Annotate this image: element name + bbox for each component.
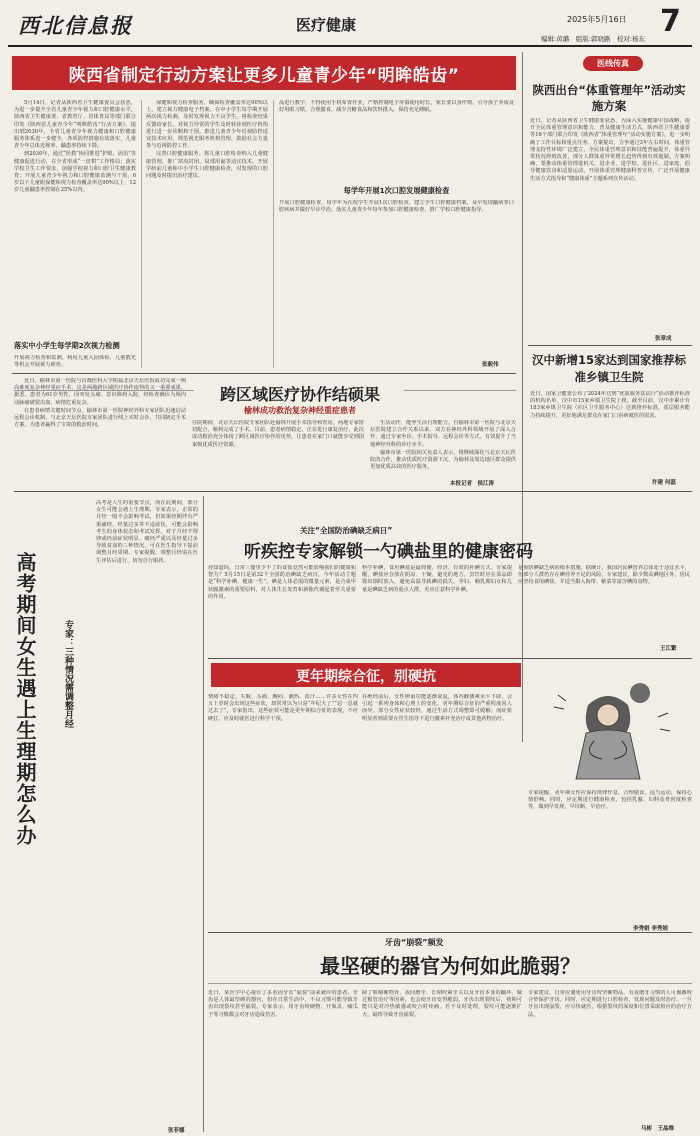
masthead [0, 0, 700, 45]
a1-col1c: 开展视力检查和监测。利用儿童入园体检、儿童散光等机会开展视力筛查。 [14, 355, 136, 369]
editor-credits: 编辑:黄璐 组版:郭晓路 校对:杨东 [541, 35, 646, 43]
a6-heading: 更年期综合征，别硬抗 [296, 669, 436, 685]
a6-col3: 专家提醒，更年期女性应保持规律作息，合理膳食，适当运动，保持心情舒畅。同时，应定期进行健康检查，包括乳腺、妇科及骨密度检查等，做到早发现、早诊断、早治疗。 [528, 790, 692, 811]
a4-heading: 跨区域医疗协作结硕果 [219, 385, 380, 404]
a4-col3-p1: 生活动作，能坐生活自理能力。自榆林市第一医院与北京天坛医院建立合作关系以来，双方在神经外科领域开展了深入合作，通过专家坐诊、手术指导、远程会诊等方式，有效提升了当地神经外科的诊疗水平。 [370, 420, 516, 448]
a1-headline: 陕西省制定行动方案让更多儿童青少年“明眸皓齿” [68, 65, 460, 86]
a7-body: 高考是人生的重要节点，而在此期间，部分女生可能会遇上生理期。专家表示，正常的月经一般不会影响考试，但如果经期伴有严重痛经、经量过多等不适症状，可能会影响考生的身体状态和考试发挥。对于月经不规律或经前症状明显、痛经严重以及经量过多导致贫血的三种情况，可在医生指导下提前调整月经周期。专家提醒，调整月经需在医生评估后进行，切勿自行服药。 [96, 500, 198, 564]
a8-heading: 最坚硬的器官为何如此脆弱？ [320, 954, 580, 978]
a1-col-divider-2 [273, 100, 274, 368]
a1-col3b: 开展口腔健康检查。每学年为在校学生开展1次口腔检查，建立学生口腔健康档案，及早发现龋病等口腔疾病并做好早诊早治。落实儿童青少年每年参加口腔健康检查，推广学校口腔健康指导。 [279, 200, 514, 214]
a7-right-rule [203, 496, 204, 1132]
right-column-divider [522, 52, 523, 742]
a5-bottom-rule [208, 658, 692, 659]
a1-col1 [14, 100, 136, 334]
a1-subhead2: 每学年开展1次口腔发展健康检查 [343, 186, 450, 195]
a5-col2: 科学补碘，食用碘盐是最简便、经济、有效的补碘方式。专家提醒，碘盐应存放在阴凉、干燥、避光的地方，烹饪时应在菜品即将出锅时放入，避免高温导致碘的损失。孕妇、哺乳期妇女和儿童是碘缺乏病的重点人群，更应注意科学补碘。 [362, 565, 512, 593]
a6-col2: 在绝经前后，女性卵巢功能逐渐衰退，体内雌激素水平下降，会引起一系列身体和心理上的变化。更年期综合征的严重程度因人而异，部分女性症状较轻，通过生活方式调整即可缓解；而症状明显者则需要在医生指导下进行激素补充治疗或其他药物治疗。 [362, 694, 512, 722]
a4-subheading: 榆林成功救治复杂神经重症患者 [244, 406, 356, 415]
a5-kicker: 关注“全国防治碘缺乏病日” [300, 526, 393, 535]
a1-col2-p2: 完善口腔健康服务。将儿童口腔检查纳入儿童健康管理，推广窝沟封闭、局部用氟等适宜技术，开展学龄前儿童和中小学生口腔健康检查，对发现的口腔问题及时提出治疗建议。 [146, 151, 268, 180]
issue-date: 2025年5月16日 [567, 15, 627, 24]
a3-heading: 汉中新增15家达到国家推荐标准乡镇卫生院 [531, 353, 686, 384]
a8-col1: 近日，某医学中心接诊了多名因牙齿“崩裂”前来就诊的患者。牙齿是人体最坚硬的器官，但在日常生活中，不良习惯可能导致牙齿出现裂纹甚至崩裂。专家表示，用牙齿咬硬物、开瓶盖、嗑瓜子等习惯都会对牙齿造成伤害。 [208, 990, 358, 1018]
a1-author: 张毅伟 [482, 362, 499, 368]
a1-col3: 品进行教学，不得使用手机布置作业，严格控制电子屏幕使用时长，家长要以身作则，引导孩子养成良好用眼习惯，合理膳食，减少含糖食品和饮料摄入，保持充足睡眠。 [279, 100, 514, 114]
a1-col2 [146, 100, 268, 368]
woman-illustration [528, 665, 692, 785]
a4-bottom-rule [14, 491, 692, 492]
a5-author: 王江繁 [660, 646, 677, 652]
a5-col1: 你知道吗，日常三餐里少不了的食盐竟然可能影响我们的健康和智力？5月15日是第32个全国防治碘缺乏病日，今年活动主题是“科学补碘，健康一生”。碘是人体必需的微量元素，是合成甲状腺激素的重要原料，对人体生长发育和新陈代谢起着至关重要的作用。 [208, 565, 356, 600]
a7-vertical-sub: 专家：三种情况需调整月经 [63, 620, 73, 728]
a2-body: 近日，记者从陕西省卫生健康委获悉，为深入实施健康中国战略，提升全民体重管理意识和能力，普及健康生活方式，陕西省卫生健康委等16个部门联合印发《陕西省“体重管理年”活动实施方案》，进一步明确了工作目标和重点任务。方案提出，力争通过3年左右时间，体重管理支持性环境广泛建立，全民体重管理意识和技能普遍提升，体重异常状况得到改善，部分人群体重异常增长趋势得到有效遏制。方案明确，要推动体重管理进机关、进企业、进学校、进社区、进家庭，倡导健康饮食和适量运动，开展体重管理健康科普宣传，广泛开展健康生活方式指导和“健康体重”主题系列宣传活动。 [530, 118, 690, 182]
a8-author: 马彬 王晶维 [641, 1126, 675, 1132]
a1-col1-p1: 5月14日，记者从陕西省卫生健康委员会获悉，为进一步提升全省儿童青少年视力和口腔健康水平，陕西省卫生健康委、省教育厅、省体育局等部门联合印发《陕西省儿童青少年“明眸皓齿”行动方案》，提出到2030年，全省儿童青少年视力健康和口腔健康服务体系进一步健全，各项防控措施有效落实，儿童青少年总体近视率、龋患率持续下降。 [14, 100, 136, 150]
a8-heading-rule [208, 983, 692, 984]
a2-tag: 医线传真 [583, 56, 643, 71]
a6-author: 李秀娟 李秀娟 [633, 926, 668, 932]
a4-col3-p2: 榆林市第一医院相关负责人表示，将继续深化与北京天坛医院的合作，推动优质医疗资源下沉，为榆林及周边地区群众提供更加优质高效的医疗服务。 [370, 449, 516, 471]
masthead-rule [8, 45, 692, 47]
a7-body-bottom [14, 868, 198, 1123]
a4-col2: 住院期间，北京天坛医院专家团队赴榆林开展手术指导和查房，两地专家密切配合，顺利完成了手术。目前，患者病情稳定，正在进行康复治疗。此次成功救治充分体现了跨区域医疗协作的优势，让患者在家门口就能享受到国家级优质医疗资源。 [192, 420, 364, 448]
a2-bottom-rule [528, 345, 692, 346]
paper-name: 西北信息报 [18, 13, 133, 38]
menopause-illustration [528, 665, 692, 785]
a4-col1-p2: 在患者病情关键时间节点，榆林市第一医院神经外科专家团队迅速启动远程会诊机制，与北京天坛医院专家团队进行线上实时会诊，共同制定手术方案，为患者赢得了宝贵的救治时间。 [14, 407, 186, 429]
section-title: 医疗健康 [296, 16, 357, 34]
a6-col1: 情绪不稳定、失眠、头痛、胸闷、潮热、盗汗……许多女性在四五十岁时会出现这些症状，却常常以为只是“年纪大了”“忍一忍就过去了”。专家指出，这些症状可能是更年期综合征的表现，不应硬扛，应及时就医进行科学干预。 [208, 694, 358, 722]
a6-bottom-rule [208, 932, 692, 933]
a8-col3: 专家建议，日常应避免用牙齿咬坚硬物品，有夜磨牙习惯的人可佩戴咬合垫保护牙齿。同时，应定期进行口腔检查，发现问题及时治疗。一旦牙齿出现崩裂，应尽快就医，根据裂纹的深度和位置采取相应的治疗方法。 [528, 990, 692, 1018]
a8-kicker: 牙齿“崩裂”频发 [385, 938, 444, 947]
a4-col3 [370, 420, 516, 478]
a3-body: 近日，国家卫健委公布了2024年达到“优质服务基层行”活动推荐标准的机构名单，汉中市15家乡镇卫生院上榜。截至目前，汉中市累计有183家乡镇卫生院（社区卫生服务中心）达到推荐标准，基层服务能力持续提升，更好地满足群众在家门口看病就医的需求。 [530, 391, 690, 419]
a4-col1-p1: 近日，榆林市第一医院与首都医科大学附属北京天坛医院成功完成一例高难度复杂神经重症手术，这是两地跨区域医疗协作取得的又一重要成果。据悉，患者为61岁男性，因突发头痛、意识障碍入院，经检查确诊为颅内动脉瘤破裂出血，病情危重复杂。 [14, 378, 186, 406]
a8-col2: 除了咀嚼硬物外，夜间磨牙、长期咬紧牙关以及牙齿本身的龋坏、做过根管治疗等因素，也会使牙齿变得脆弱。牙齿出现裂纹后，初期可能只是对冷热敏感或咬合时疼痛，若不及时处理，裂纹可能逐渐扩大，最终导致牙齿崩裂。 [362, 990, 522, 1018]
page-number: 7 [660, 4, 681, 39]
a4-author: 本报记者 侯江涛 [450, 481, 495, 487]
a5-heading: 听疾控专家解锁一勺碘盐里的健康密码 [244, 542, 533, 562]
a1-col1-p2: 到2030年，通过“医教”协同推进“护眼、固齿”等健康促进行动，在全省形成“一盘棋”工作格局；落实学校卫生工作要求，加强学校视力和口腔卫生健康教育；开展儿童青少年视力和口腔健康监测与干预，6岁以下儿童眼保健和视力检查覆盖率达90%以上，12岁儿童龋患率控制在25%以内。 [14, 151, 136, 194]
a4-col1 [14, 378, 186, 482]
a2-heading: 陕西出台“体重管理年”活动实施方案 [532, 83, 686, 113]
a7-author: 张菲娜 [168, 1128, 185, 1134]
a1-bottom-rule [12, 373, 516, 374]
a2-author: 张章成 [655, 336, 672, 342]
sun-icon [630, 683, 650, 703]
a7-vertical-title: 高考期间女生遇上生理期怎么办 [13, 552, 37, 846]
a1-headline-banner [12, 56, 516, 90]
a1-col-divider-1 [141, 100, 142, 368]
a1-col2-p1: 保健和视力检查服务，确保检查覆盖率达90%以上，建立视力健康电子档案。在中小学生每学期开展两次视力检测，及时发现视力不良学生，将检查结果反馈给家长。对视力异常的学生及时转诊到医疗机构进行进一步诊断和干预。推进儿童青少年近视防控适宜技术应用，规范视光服务机构管理，鼓励社会力量参与近视防控工作。 [146, 100, 268, 150]
a5-col3: 是预防碘缺乏病的根本措施。据统计，我国居民碘营养总体处于适宜水平，但部分人群仍存在碘营养不足的风险。专家建议，除少数高碘地区外，居民应坚持食用碘盐，并适当摄入海带、紫菜等富含碘的食物。 [518, 565, 690, 586]
a1-subhead: 落实中小学生每学期2次视力检测 [14, 341, 120, 350]
a3-author: 许建 何磊 [652, 480, 676, 486]
a4-heading-rule-right [404, 390, 516, 391]
